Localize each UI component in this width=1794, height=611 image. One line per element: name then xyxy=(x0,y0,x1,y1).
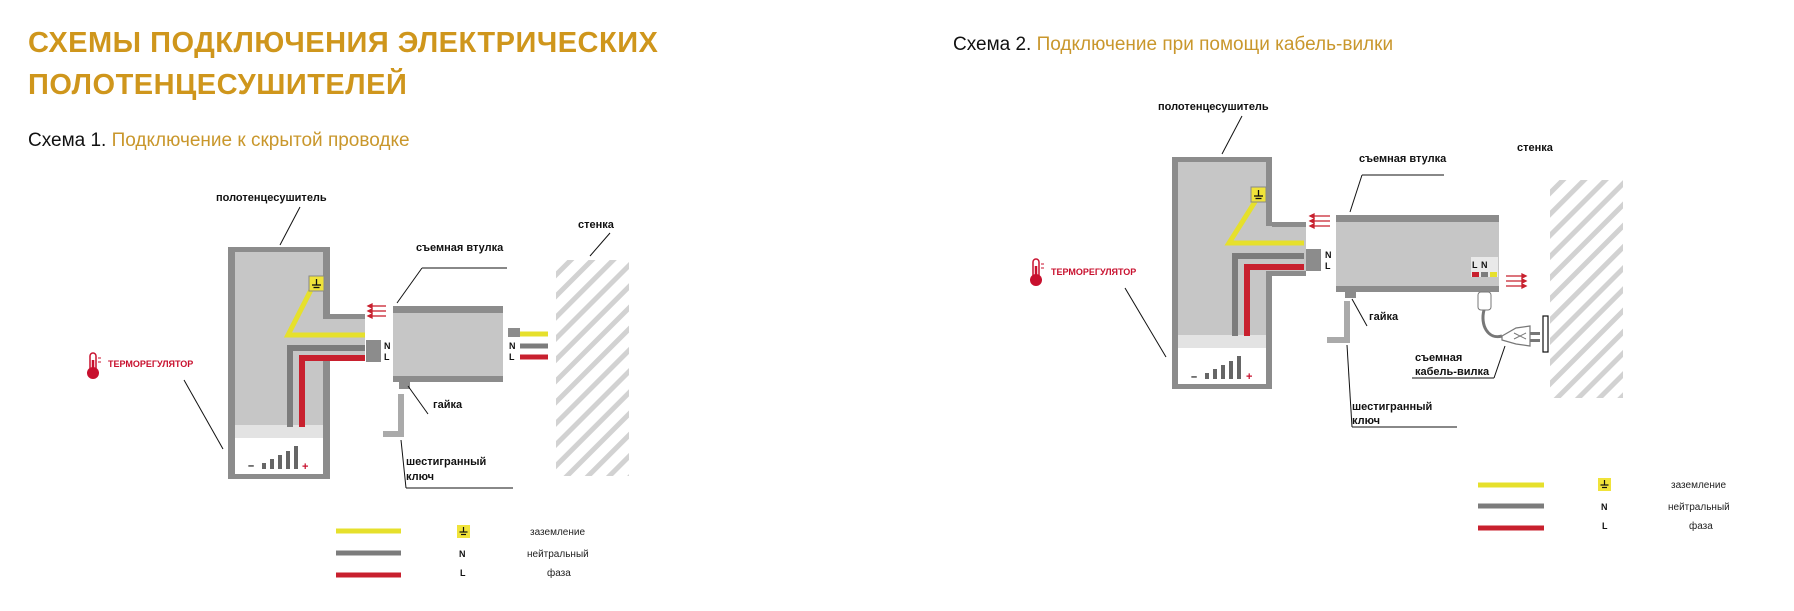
page-title: СХЕМЫ ПОДКЛЮЧЕНИЯ ЭЛЕКТРИЧЕСКИХ ПОЛОТЕНЦЕСУШИТЕЛЕЙ xyxy=(28,27,659,101)
sleeve-terminal-l-2: L xyxy=(1472,260,1478,270)
wall-socket-2 xyxy=(1543,316,1548,352)
sleeve-terminal-n-2: N xyxy=(1481,260,1488,270)
sleeve-label-1: съемная втулка xyxy=(416,242,504,254)
dryer-label-1: полотенцесушитель xyxy=(216,192,327,204)
ground-symbol-1 xyxy=(309,276,324,291)
wall-2 xyxy=(1550,180,1623,398)
hex-key-label-1a: шестигранный xyxy=(406,456,487,468)
scheme-1-diagram xyxy=(87,192,629,488)
dryer-callout-1 xyxy=(280,207,300,245)
hex-key-label-2a: шестигранный xyxy=(1352,401,1433,413)
legend-2-phase-symbol: L xyxy=(1602,521,1608,531)
connector-2 xyxy=(1306,249,1321,271)
removable-sleeve-1 xyxy=(393,306,503,382)
hex-key-label-2b: ключ xyxy=(1352,415,1380,427)
minus-sign: – xyxy=(248,460,255,472)
thermostat-callout-1 xyxy=(184,380,223,449)
legend-1-phase-label: фаза xyxy=(547,568,571,579)
legend-2-neutral-label: нейтральный xyxy=(1668,502,1730,513)
terminal-n-1: N xyxy=(384,341,391,351)
dryer-label-2: полотенцесушитель xyxy=(1158,101,1269,113)
thermostat-label-2: ТЕРМОРЕГУЛЯТОР xyxy=(1051,267,1137,277)
nut-2 xyxy=(1345,292,1356,298)
nut-callout-2 xyxy=(1352,299,1367,326)
plug-label-2a: съемная xyxy=(1415,352,1463,364)
terminal-n-2: N xyxy=(1325,250,1332,260)
thermometer-icon-2 xyxy=(1030,259,1044,286)
plus-sign: + xyxy=(302,461,309,473)
nut-callout-1 xyxy=(408,386,428,414)
sleeve-callout-1 xyxy=(397,268,422,303)
scheme-1-subtitle: Подключение к скрытой проводке xyxy=(111,130,410,151)
legend-1-ground-label: заземление xyxy=(530,527,586,538)
thermostat-callout-2 xyxy=(1125,288,1166,357)
towel-dryer-2 xyxy=(1172,157,1306,389)
legend-2-neutral-symbol: N xyxy=(1601,502,1608,512)
plug-label-2b: кабель-вилка xyxy=(1415,366,1490,378)
legend-1-neutral-symbol: N xyxy=(459,549,466,559)
legend-2 xyxy=(1478,478,1730,532)
towel-dryer-1 xyxy=(228,247,365,479)
ground-symbol-2 xyxy=(1251,187,1266,202)
sleeve-callout-2 xyxy=(1350,175,1362,212)
wall-label-1: стенка xyxy=(578,219,614,231)
nut-label-2: гайка xyxy=(1369,311,1399,323)
wall-callout-1 xyxy=(590,233,610,256)
wall-terminal-n-1: N xyxy=(509,341,516,351)
removable-sleeve-2 xyxy=(1336,215,1499,292)
terminal-l-2: L xyxy=(1325,261,1331,271)
hex-key-2 xyxy=(1327,301,1347,340)
nut-1 xyxy=(399,382,410,389)
plug-callout-2 xyxy=(1494,346,1505,378)
hex-key-label-1b: ключ xyxy=(406,471,434,483)
legend-2-phase-label: фаза xyxy=(1689,521,1713,532)
legend-1-ground-icon xyxy=(457,525,470,538)
legend-1-neutral-label: нейтральный xyxy=(527,549,589,560)
scheme-1-prefix: Схема 1. xyxy=(28,130,107,151)
heat-arrows-1 xyxy=(368,304,386,318)
legend-1-phase-symbol: L xyxy=(460,568,466,578)
wall-1 xyxy=(556,260,629,476)
plus-sign-2: + xyxy=(1246,371,1253,383)
legend-2-ground-icon xyxy=(1598,478,1611,491)
nut-label-1: гайка xyxy=(433,399,463,411)
legend-1 xyxy=(336,525,589,579)
hex-key-1 xyxy=(383,394,401,434)
sleeve-label-2: съемная втулка xyxy=(1359,153,1447,165)
terminal-l-1: L xyxy=(384,352,390,362)
dryer-callout-2 xyxy=(1222,116,1242,154)
connector-1 xyxy=(366,340,381,362)
wall-terminal-l-1: L xyxy=(509,352,515,362)
minus-sign-2: – xyxy=(1191,371,1198,383)
scheme-2-prefix: Схема 2. xyxy=(953,34,1032,55)
thermostat-label-1: ТЕРМОРЕГУЛЯТОР xyxy=(108,359,194,369)
scheme-2-subtitle: Подключение при помощи кабель-вилки xyxy=(1036,34,1394,55)
thermometer-icon-1 xyxy=(87,353,101,379)
wall-label-2: стенка xyxy=(1517,142,1553,154)
scheme-2-diagram xyxy=(1030,101,1623,427)
plug-cable-2 xyxy=(1478,292,1540,346)
legend-2-ground-label: заземление xyxy=(1671,480,1727,491)
heat-arrows-2b xyxy=(1506,274,1526,288)
heat-arrows-2a xyxy=(1310,214,1330,228)
